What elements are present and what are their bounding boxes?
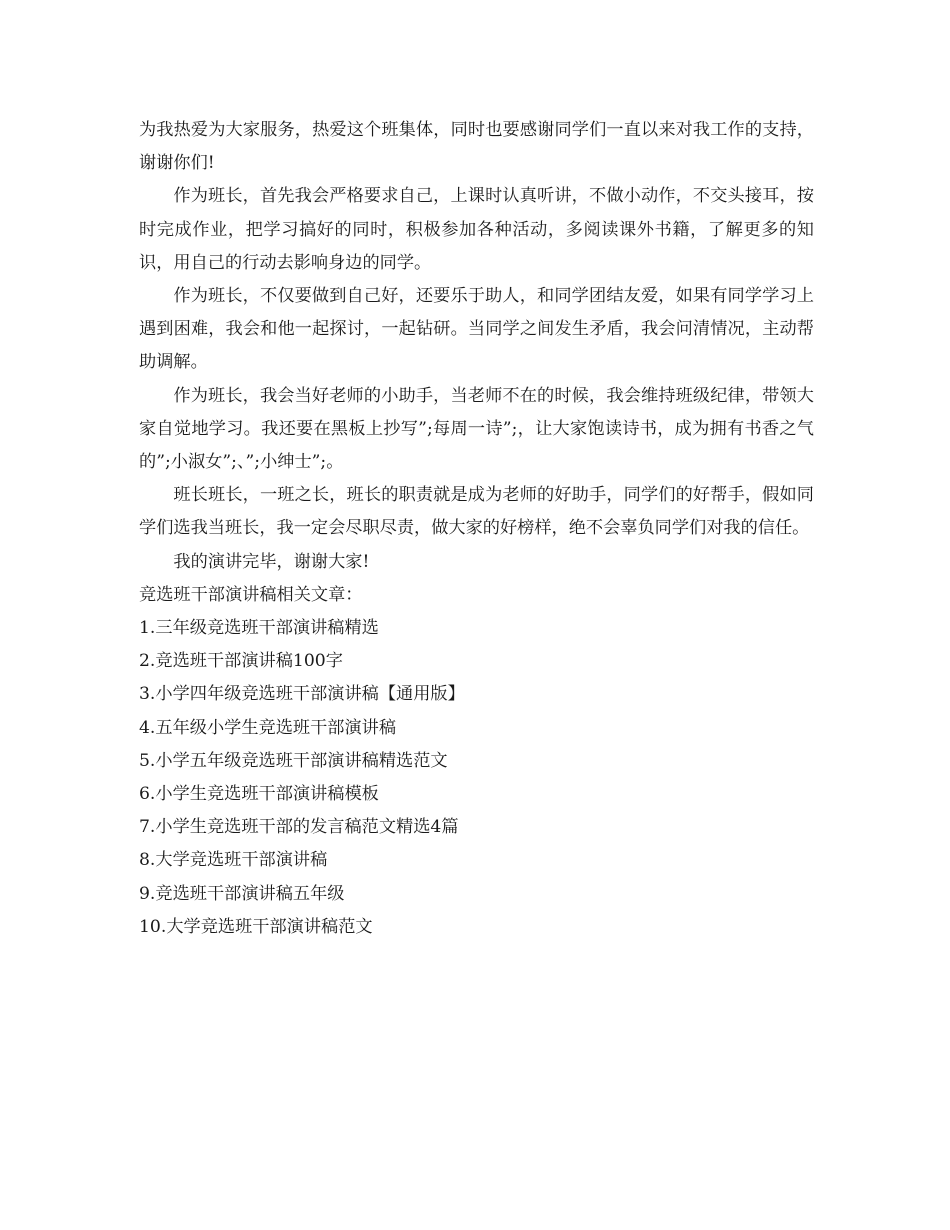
related-article-item[interactable] (139, 811, 814, 844)
related-article-link[interactable]: 7.小学生竞选班干部的发言稿范文精选4篇 (139, 817, 459, 838)
related-article-link[interactable]: 6.小学生竞选班干部演讲稿模板 (139, 784, 379, 805)
related-article-item[interactable] (139, 645, 814, 678)
related-article-link[interactable]: 10.大学竞选班干部演讲稿范文 (139, 916, 373, 937)
related-article-item[interactable] (139, 844, 814, 877)
paragraph-5: 班长班长，一班之长，班长的职责就是成为老师的好助手，同学们的好帮手，假如同学们选我当班长，我一定会尽职尽责，做大家的好榜样，绝不会辜负同学们对我的信任。 (139, 485, 814, 539)
related-articles-list (139, 612, 814, 944)
document-body (139, 114, 814, 944)
related-article-item[interactable] (139, 878, 814, 911)
related-article-link[interactable]: 3.小学四年级竞选班干部演讲稿【通用版】 (139, 684, 465, 705)
paragraph-4: 作为班长，我会当好老师的小助手，当老师不在的时候，我会维持班级纪律，带领大家自觉地学习。我还要在黑板上抄写”;每周一诗”;，让大家饱读诗书，成为拥有书香之气的”;小淑女”;、”;小绅士”;。 (139, 385, 814, 473)
related-article-link[interactable]: 5.小学五年级竞选班干部演讲稿精选范文 (139, 750, 448, 771)
related-article-item[interactable] (139, 678, 814, 711)
related-article-link[interactable]: 9.竞选班干部演讲稿五年级 (139, 883, 345, 904)
paragraph-1: 为我热爱为大家服务，热爱这个班集体，同时也要感谢同学们一直以来对我工作的支持，谢谢你们! (139, 120, 814, 174)
related-article-link[interactable]: 4.五年级小学生竞选班干部演讲稿 (139, 717, 397, 738)
related-articles-heading: 竞选班干部演讲稿相关文章： (139, 584, 363, 605)
related-article-item[interactable] (139, 612, 814, 645)
related-article-item[interactable] (139, 712, 814, 745)
paragraph-3: 作为班长，不仅要做到自己好，还要乐于助人，和同学团结友爱，如果有同学学习上遇到困难，我会和他一起探讨，一起钻研。当同学之间发生矛盾，我会问清情况，主动帮助调解。 (139, 286, 814, 373)
paragraph-2: 作为班长，首先我会严格要求自己，上课时认真听讲，不做小动作，不交头接耳，按时完成作业，把学习搞好的同时，积极参加各种活动，多阅读课外书籍，了解更多的知识，用自己的行动去影响身边的同学。 (139, 186, 814, 273)
related-article-link[interactable]: 2.竞选班干部演讲稿100字 (139, 651, 343, 672)
related-article-link[interactable]: 8.大学竞选班干部演讲稿 (139, 850, 328, 871)
related-article-item[interactable] (139, 911, 814, 944)
related-article-item[interactable] (139, 778, 814, 811)
related-article-link[interactable]: 1.三年级竞选班干部演讲稿精选 (139, 618, 379, 639)
paragraph-6: 我的演讲完毕，谢谢大家! (173, 551, 370, 572)
related-article-item[interactable] (139, 745, 814, 778)
